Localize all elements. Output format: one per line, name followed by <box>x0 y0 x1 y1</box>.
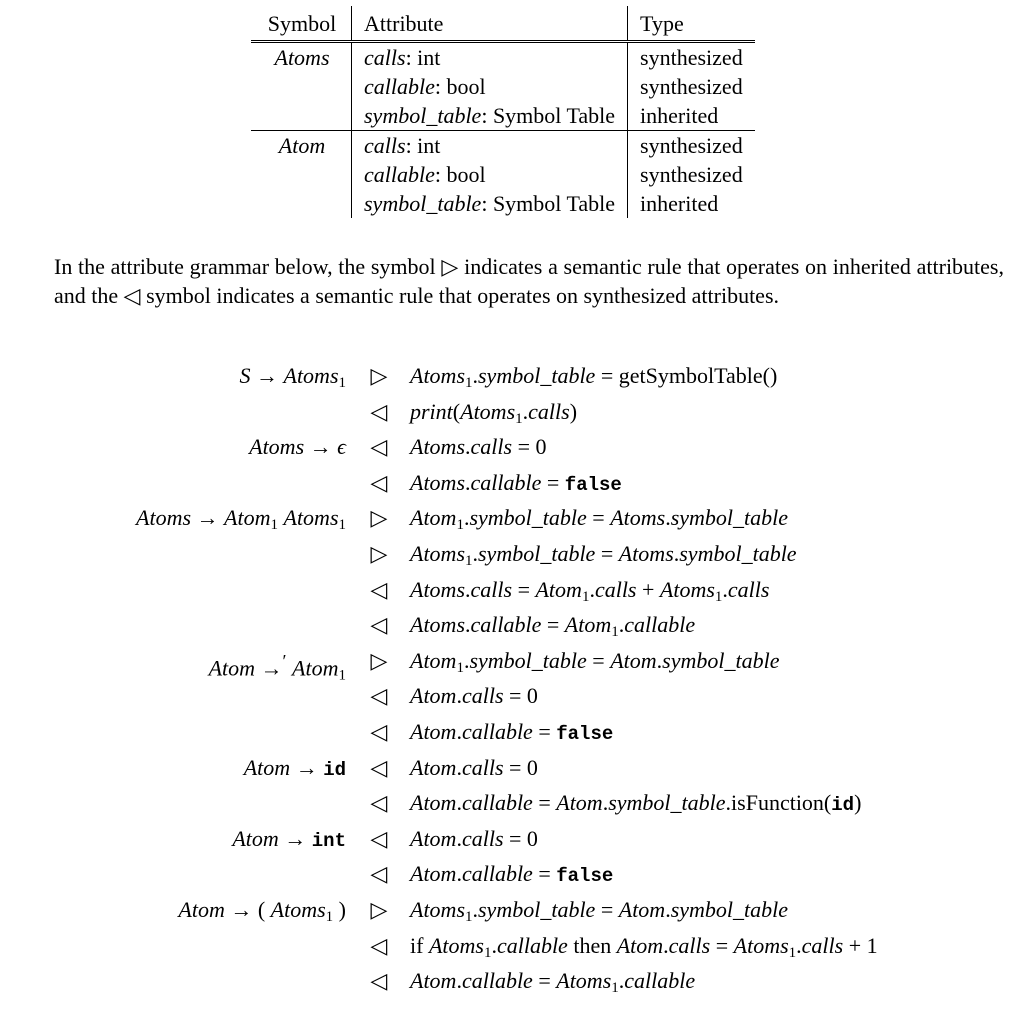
attribute-name: callable <box>364 74 435 99</box>
attribute-name: calls <box>364 45 406 70</box>
semantic-rule: Atom.calls = 0 <box>410 683 538 709</box>
grammar-rule-row <box>0 609 1024 641</box>
grammar-rule-row <box>0 574 1024 606</box>
grammar-rule-row <box>0 467 1024 499</box>
type-cell: inherited <box>640 103 719 128</box>
synthesized-rule-marker: ◁ <box>370 932 388 958</box>
symbol-cell <box>251 72 352 101</box>
production-lhs: Atom →′ Atom$_1$ <box>208 650 346 684</box>
inherited-rule-marker: ▷ <box>370 505 388 531</box>
production-lhs: Atoms → ϵ <box>249 434 346 460</box>
attribute-name: symbol_table <box>364 103 482 128</box>
type-cell: synthesized <box>640 74 743 99</box>
table-body <box>251 42 755 219</box>
grammar-rule-row <box>0 965 1024 997</box>
production-lhs: Atom → ( Atoms$_1$ ) <box>178 897 346 925</box>
table-row <box>251 131 755 161</box>
synthesized-rule-marker: ◁ <box>370 434 388 460</box>
semantic-rule: Atoms.calls = 0 <box>410 434 547 460</box>
attribute-cell <box>352 72 628 101</box>
semantic-rule: Atom.callable = false <box>410 861 614 888</box>
grammar-rule-row <box>0 680 1024 712</box>
semantic-rule: print(Atoms$_1$.calls) <box>410 398 578 427</box>
grammar-rule-row <box>0 823 1024 855</box>
symbol-cell: Atoms <box>251 42 352 73</box>
semantic-rule: Atoms$_1$.symbol_table = Atoms.symbol_table <box>410 541 797 569</box>
header-type: Type <box>628 6 755 42</box>
table-row <box>251 189 755 218</box>
semantic-rule: Atom.callable = false <box>410 719 614 745</box>
semantic-rule: Atoms$_1$.symbol_table = getSymbolTable() <box>410 363 778 391</box>
table-row <box>251 72 755 101</box>
intro-text-2: indicates a semantic rule that operates on inherited attributes, and the <box>54 254 1004 308</box>
attribute-type: : bool <box>434 162 486 187</box>
synthesized-rule-marker: ◁ <box>370 968 388 994</box>
semantic-rule: Atoms.callable = Atom$_1$.callable <box>410 612 696 641</box>
grammar-rule-row <box>0 752 1024 784</box>
semantic-rule: Atoms.calls = Atom$_1$.calls + Atoms$_1$.calls <box>410 576 770 605</box>
attribute-table <box>251 6 755 218</box>
header-symbol: Symbol <box>251 6 352 42</box>
synthesized-rule-symbol: ◁ <box>123 283 141 308</box>
inherited-rule-symbol: ▷ <box>441 254 459 279</box>
attribute-type: : int <box>405 45 441 70</box>
grammar-rule-row <box>0 894 1024 926</box>
attribute-name: symbol_table <box>364 191 482 216</box>
production-lhs: Atom → int <box>232 825 346 852</box>
table-row <box>251 42 755 73</box>
attribute-name: calls <box>364 133 406 158</box>
synthesized-rule-marker: ◁ <box>370 719 388 744</box>
intro-paragraph <box>54 252 1004 310</box>
production-lhs: Atoms → Atom$_1$ Atoms$_1$ <box>136 505 346 534</box>
attribute-type: : Symbol Table <box>481 103 616 128</box>
synthesized-rule-marker: ◁ <box>370 754 388 780</box>
synthesized-rule-marker: ◁ <box>370 683 388 709</box>
type-cell: synthesized <box>640 162 743 187</box>
symbol-cell: Atom <box>251 131 352 161</box>
table-header-row <box>251 6 755 42</box>
attribute-type: : bool <box>434 74 486 99</box>
symbol-cell <box>251 160 352 189</box>
semantic-rule: Atom.callable = Atom.symbol_table.isFunction(id) <box>410 790 862 817</box>
attribute-type: : Symbol Table <box>481 191 616 216</box>
attribute-cell <box>352 42 628 73</box>
semantic-rule: Atom.calls = 0 <box>410 825 538 851</box>
semantic-rule: Atom$_1$.symbol_table = Atoms.symbol_table <box>410 505 789 534</box>
semantic-rule: Atom.callable = Atoms$_1$.callable <box>410 968 696 997</box>
table-row <box>251 160 755 189</box>
inherited-rule-marker: ▷ <box>370 541 388 566</box>
attribute-cell <box>352 131 628 161</box>
table-row <box>251 101 755 131</box>
grammar-rule-row <box>0 538 1024 570</box>
inherited-rule-marker: ▷ <box>370 647 388 673</box>
grammar-rule-row <box>0 716 1024 748</box>
grammar-rule-row <box>0 645 1024 684</box>
semantic-rule: if Atoms$_1$.callable then Atom.calls = Atoms$_1$.calls + 1 <box>410 932 878 961</box>
grammar-rule-row <box>0 930 1024 962</box>
grammar-rule-row <box>0 431 1024 463</box>
inherited-rule-marker: ▷ <box>370 363 388 388</box>
semantic-rule: Atom$_1$.symbol_table = Atom.symbol_table <box>410 647 780 676</box>
grammar-rule-row <box>0 360 1024 392</box>
grammar-rule-row <box>0 858 1024 890</box>
synthesized-rule-marker: ◁ <box>370 861 388 887</box>
semantic-rule: Atom.calls = 0 <box>410 754 538 780</box>
type-cell: synthesized <box>640 45 743 70</box>
symbol-cell <box>251 189 352 218</box>
header-attribute: Attribute <box>352 6 628 42</box>
type-cell: synthesized <box>628 131 755 161</box>
synthesized-rule-marker: ◁ <box>370 469 388 495</box>
synthesized-rule-marker: ◁ <box>370 825 388 851</box>
synthesized-rule-marker: ◁ <box>370 790 388 816</box>
attribute-type: : int <box>405 133 441 158</box>
attribute-cell <box>352 189 628 218</box>
grammar-rule-row <box>0 787 1024 819</box>
synthesized-rule-marker: ◁ <box>370 612 388 638</box>
semantic-rule: Atoms.callable = false <box>410 469 622 496</box>
attribute-cell <box>352 101 628 131</box>
production-lhs: Atom → id <box>243 754 346 781</box>
intro-text-3: symbol indicates a semantic rule that operates on synthesized attributes. <box>146 283 780 308</box>
grammar-rule-row <box>0 502 1024 534</box>
attribute-name: callable <box>364 162 435 187</box>
semantic-rule: Atoms$_1$.symbol_table = Atom.symbol_table <box>410 897 789 925</box>
intro-text-1: In the attribute grammar below, the symbol <box>54 254 436 279</box>
synthesized-rule-marker: ◁ <box>370 576 388 602</box>
attribute-cell <box>352 160 628 189</box>
type-cell: inherited <box>640 191 719 216</box>
inherited-rule-marker: ▷ <box>370 897 388 922</box>
production-lhs: S → Atoms$_1$ <box>239 363 346 391</box>
grammar-rule-row <box>0 396 1024 428</box>
symbol-cell <box>251 101 352 131</box>
synthesized-rule-marker: ◁ <box>370 398 388 424</box>
